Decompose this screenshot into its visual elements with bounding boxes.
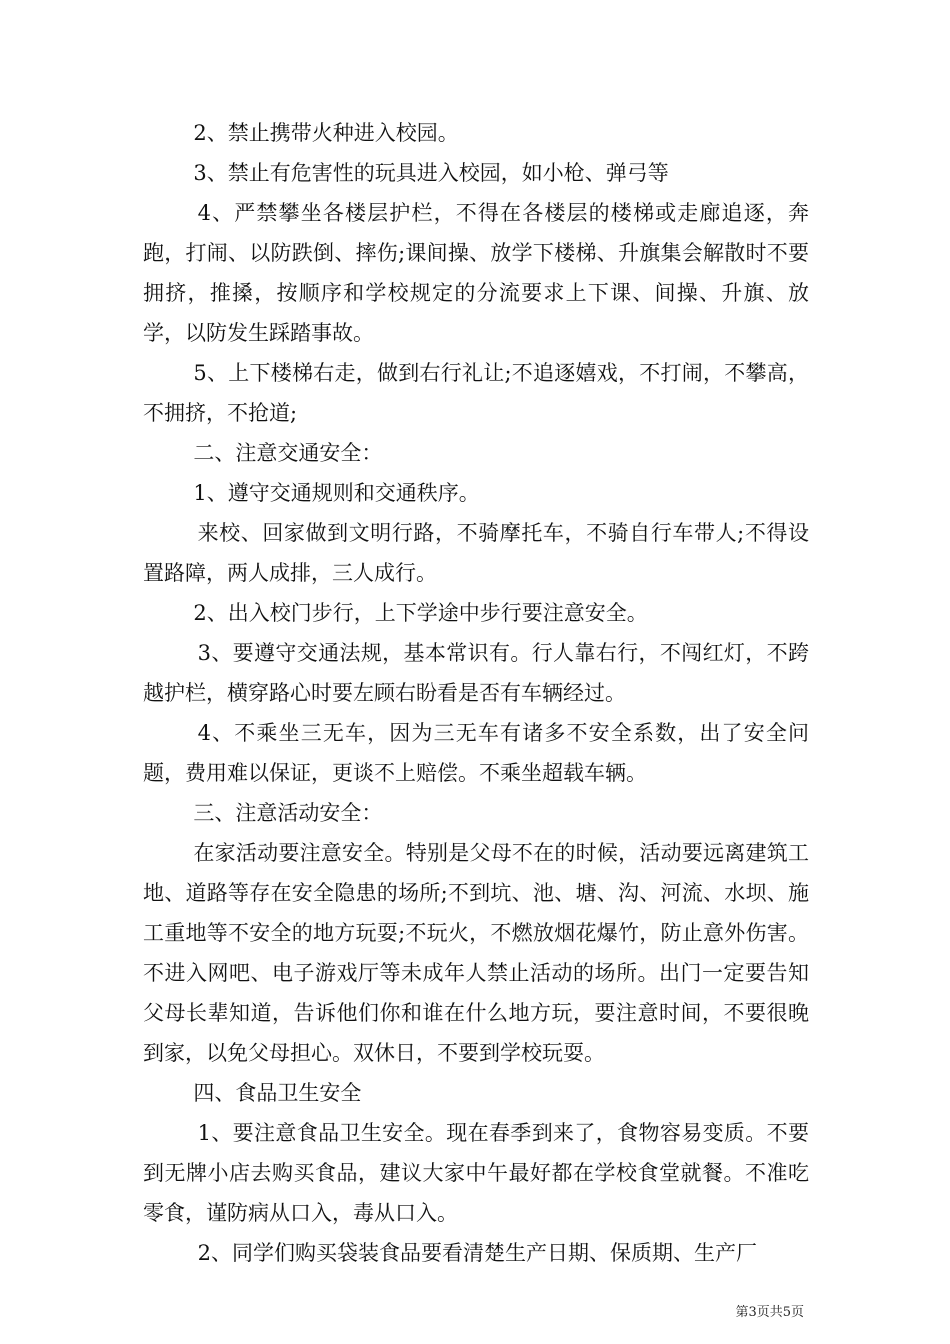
paragraph-item-3: 3、禁止有危害性的玩具进入校园，如小枪、弹弓等 <box>193 161 669 185</box>
section-heading-traffic-safety: 二、注意交通安全： <box>193 441 383 465</box>
paragraph-item-4: 4、严禁攀坐各楼层护栏，不得在各楼层的楼梯或走廊追逐，奔跑，打闹、以防跌倒、摔伤;课间操、放学下楼梯、升旗集会解散时不要拥挤，推搡，按顺序和学校规定的分流要求上下课、间操、升旗、放学，以防发生踩踏事故。 <box>143 201 809 345</box>
page-number-footer: 第3页共5页 <box>735 1305 804 1320</box>
section-heading-food-safety: 四、食品卫生安全 <box>193 1081 362 1105</box>
paragraph-food-2: 2、同学们购买袋装食品要看清楚生产日期、保质期、生产厂 <box>197 1241 757 1265</box>
paragraph-traffic-1: 1、遵守交通规则和交通秩序。 <box>193 481 480 505</box>
paragraph-item-5: 5、上下楼梯右走，做到右行礼让;不追逐嬉戏，不打闹，不攀高，不拥挤，不抢道; <box>143 361 809 425</box>
paragraph-food-1: 1、要注意食品卫生安全。现在春季到来了，食物容易变质。不要到无牌小店去购买食品，建议大家中午最好都在学校食堂就餐。不准吃零食，谨防病从口入，毒从口入。 <box>143 1121 809 1225</box>
paragraph-traffic-4: 4、不乘坐三无车，因为三无车有诸多不安全系数，出了安全问题，费用难以保证，更谈不上赔偿。不乘坐超载车辆。 <box>143 721 809 785</box>
paragraph-item-2: 2、禁止携带火种进入校园。 <box>193 121 459 145</box>
paragraph-traffic-3: 3、要遵守交通法规，基本常识有。行人靠右行，不闯红灯，不跨越护栏，横穿路心时要左顾右盼看是否有车辆经过。 <box>143 641 809 705</box>
paragraph-traffic-walk: 来校、回家做到文明行路，不骑摩托车，不骑自行车带人;不得设置路障，两人成排，三人成行。 <box>143 521 809 585</box>
paragraph-traffic-2: 2、出入校门步行，上下学途中步行要注意安全。 <box>193 601 648 625</box>
paragraph-activity: 在家活动要注意安全。特别是父母不在的时候，活动要远离建筑工地、道路等存在安全隐患的场所;不到坑、池、塘、沟、河流、水坝、施工重地等不安全的地方玩耍;不玩火，不燃放烟花爆竹，防止意外伤害。不进入网吧、电子游戏厅等未成年人禁止活动的场所。出门一定要告知父母长辈知道，告诉他们你和谁在什么地方玩，要注意时间，不要很晚到家，以免父母担心。双休日，不要到学校玩耍。 <box>143 841 809 1065</box>
document-body <box>143 113 809 1273</box>
section-heading-activity-safety: 三、注意活动安全： <box>193 801 383 825</box>
